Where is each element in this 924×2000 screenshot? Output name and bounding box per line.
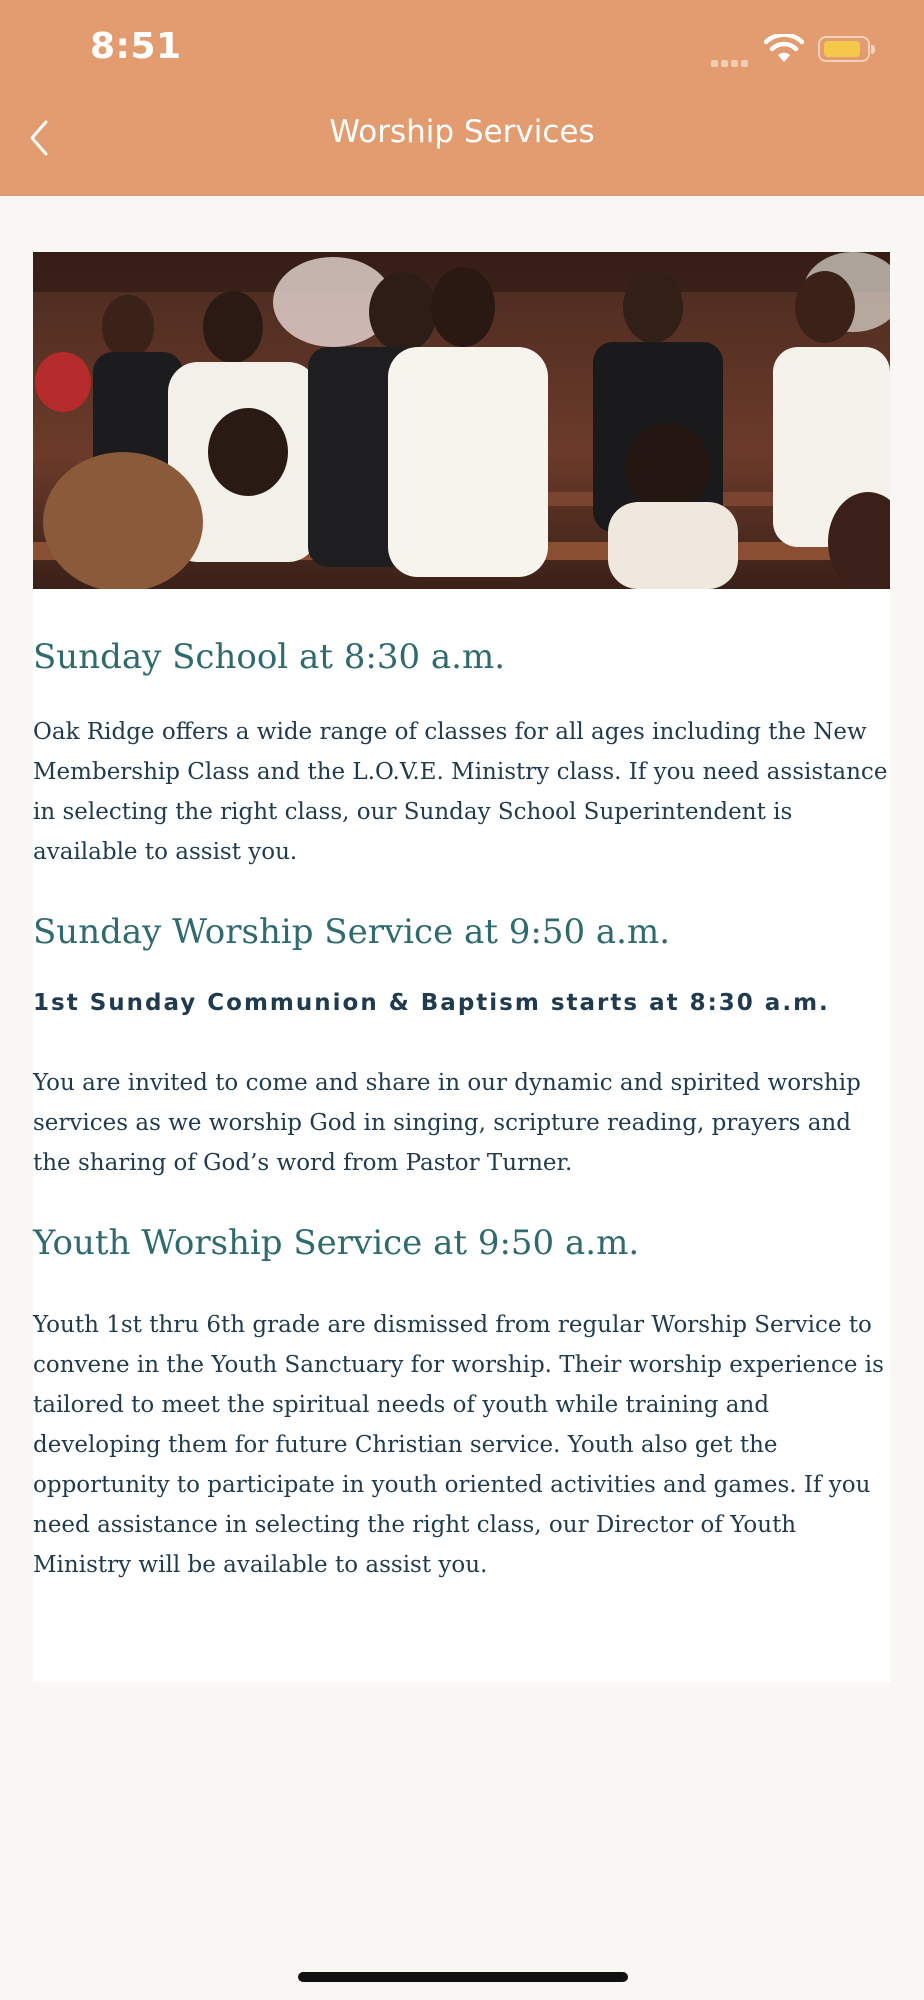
section-body: You are invited to come and share in our dynamic and spirited worship services as we worship God in singing, scripture reading, prayers and the sharing of God’s word from Pastor Turner.	[33, 1070, 861, 1176]
section-heading: Sunday Worship Service at 9:50 a.m.	[33, 912, 671, 952]
cellular-signal-icon	[711, 54, 751, 72]
content-body	[33, 637, 890, 1585]
section-heading: Sunday School at 8:30 a.m.	[33, 637, 506, 677]
hero-image	[33, 252, 890, 589]
battery-icon	[818, 36, 870, 62]
home-indicator[interactable]	[298, 1972, 628, 1982]
section-body: Youth 1st thru 6th grade are dismissed from regular Worship Service to convene in the Youth Sanctuary for worship. Their worship experience is tailored to meet the spiritual needs of youth while training and developing them for future Christian service. Youth also get the opportunity to participate in youth oriented activities and games. If you need assistance in selecting the right class, our Director of Youth Ministry will be available to assist you.	[33, 1312, 884, 1578]
status-time: 8:51	[90, 26, 182, 67]
section-heading: Youth Worship Service at 9:50 a.m.	[33, 1223, 640, 1263]
content-card	[33, 252, 890, 1682]
app-header	[0, 0, 924, 196]
section-subheading: 1st Sunday Communion & Baptism starts at 8:30 a.m.	[33, 990, 830, 1016]
page-title: Worship Services	[329, 114, 595, 150]
section-body: Oak Ridge offers a wide range of classes for all ages including the New Membership Class and the L.O.V.E. Ministry class. If you need assistance in selecting the right class, our Sunday School Superintendent is available to assist you.	[33, 719, 888, 865]
wifi-icon	[764, 34, 804, 64]
